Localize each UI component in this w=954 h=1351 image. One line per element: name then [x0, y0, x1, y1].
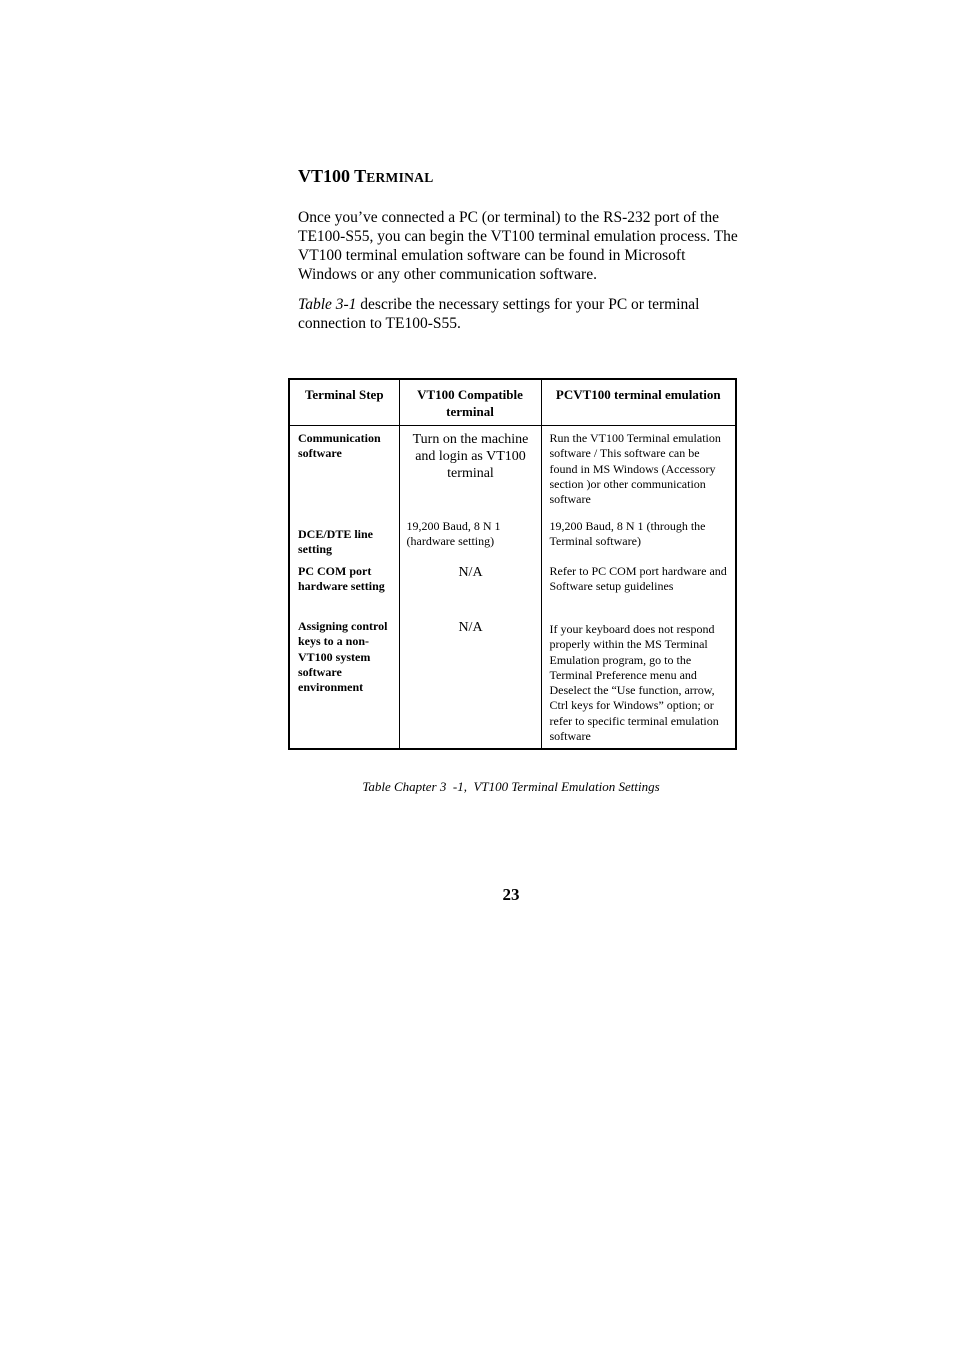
section-title-main: VT100 T — [298, 166, 367, 186]
row-pcvt100-value: Run the VT100 Terminal emulation software / This software can be found in MS Windows (Accessory section )or other communication software — [541, 426, 736, 516]
row-vt100-value: Turn on the machine and login as VT100 terminal — [399, 426, 541, 516]
table-row — [289, 563, 736, 614]
row-step-label: PC COM port hardware setting — [289, 563, 399, 614]
row-vt100-value: N/A — [399, 614, 541, 749]
row-step-label: Assigning control keys to a non-VT100 system software environment — [289, 614, 399, 749]
header-vt100-compatible: VT100 Compatible terminal — [399, 379, 541, 426]
section-title — [298, 166, 434, 187]
intro-paragraph: Once you’ve connected a PC (or terminal) to the RS-232 port of the TE100-S55, you can begin the VT100 terminal emulation process. The VT100 terminal emulation software can be found in Microsoft Windows or any other communication software. — [298, 209, 738, 283]
table-header-row — [289, 379, 736, 426]
vt100-settings-table — [288, 378, 737, 750]
table-row — [289, 614, 736, 749]
page-number: 23 — [502, 885, 520, 904]
table-row — [289, 426, 736, 516]
row-vt100-value: 19,200 Baud, 8 N 1 (hardware setting) — [399, 515, 541, 563]
row-vt100-value: N/A — [399, 563, 541, 614]
row-pcvt100-value: If your keyboard does not respond properly within the MS Terminal Emulation program, go to the Terminal Preference menu and Deselect the “Use function, arrow, Ctrl keys for Windows” option; or refer to specific terminal emulation software — [541, 614, 736, 749]
row-pcvt100-value: 19,200 Baud, 8 N 1 (through the Terminal software) — [541, 515, 736, 563]
section-title-smallcaps: ERMINAL — [366, 170, 434, 185]
table-reference-paragraph — [298, 295, 738, 333]
table-reference-text: describe the necessary settings for your PC or terminal connection to TE100-S55. — [298, 296, 700, 332]
header-pcvt100-emulation: PCVT100 terminal emulation — [541, 379, 736, 426]
table-caption: Table Chapter 3 -1, VT100 Terminal Emulation Settings — [362, 779, 660, 794]
row-step-label: Communication software — [289, 426, 399, 516]
row-step-label: DCE/DTE line setting — [289, 515, 399, 563]
table-reference: Table 3-1 — [298, 296, 357, 313]
table-row — [289, 515, 736, 563]
header-terminal-step: Terminal Step — [289, 379, 399, 426]
row-pcvt100-value: Refer to PC COM port hardware and Software setup guidelines — [541, 563, 736, 614]
